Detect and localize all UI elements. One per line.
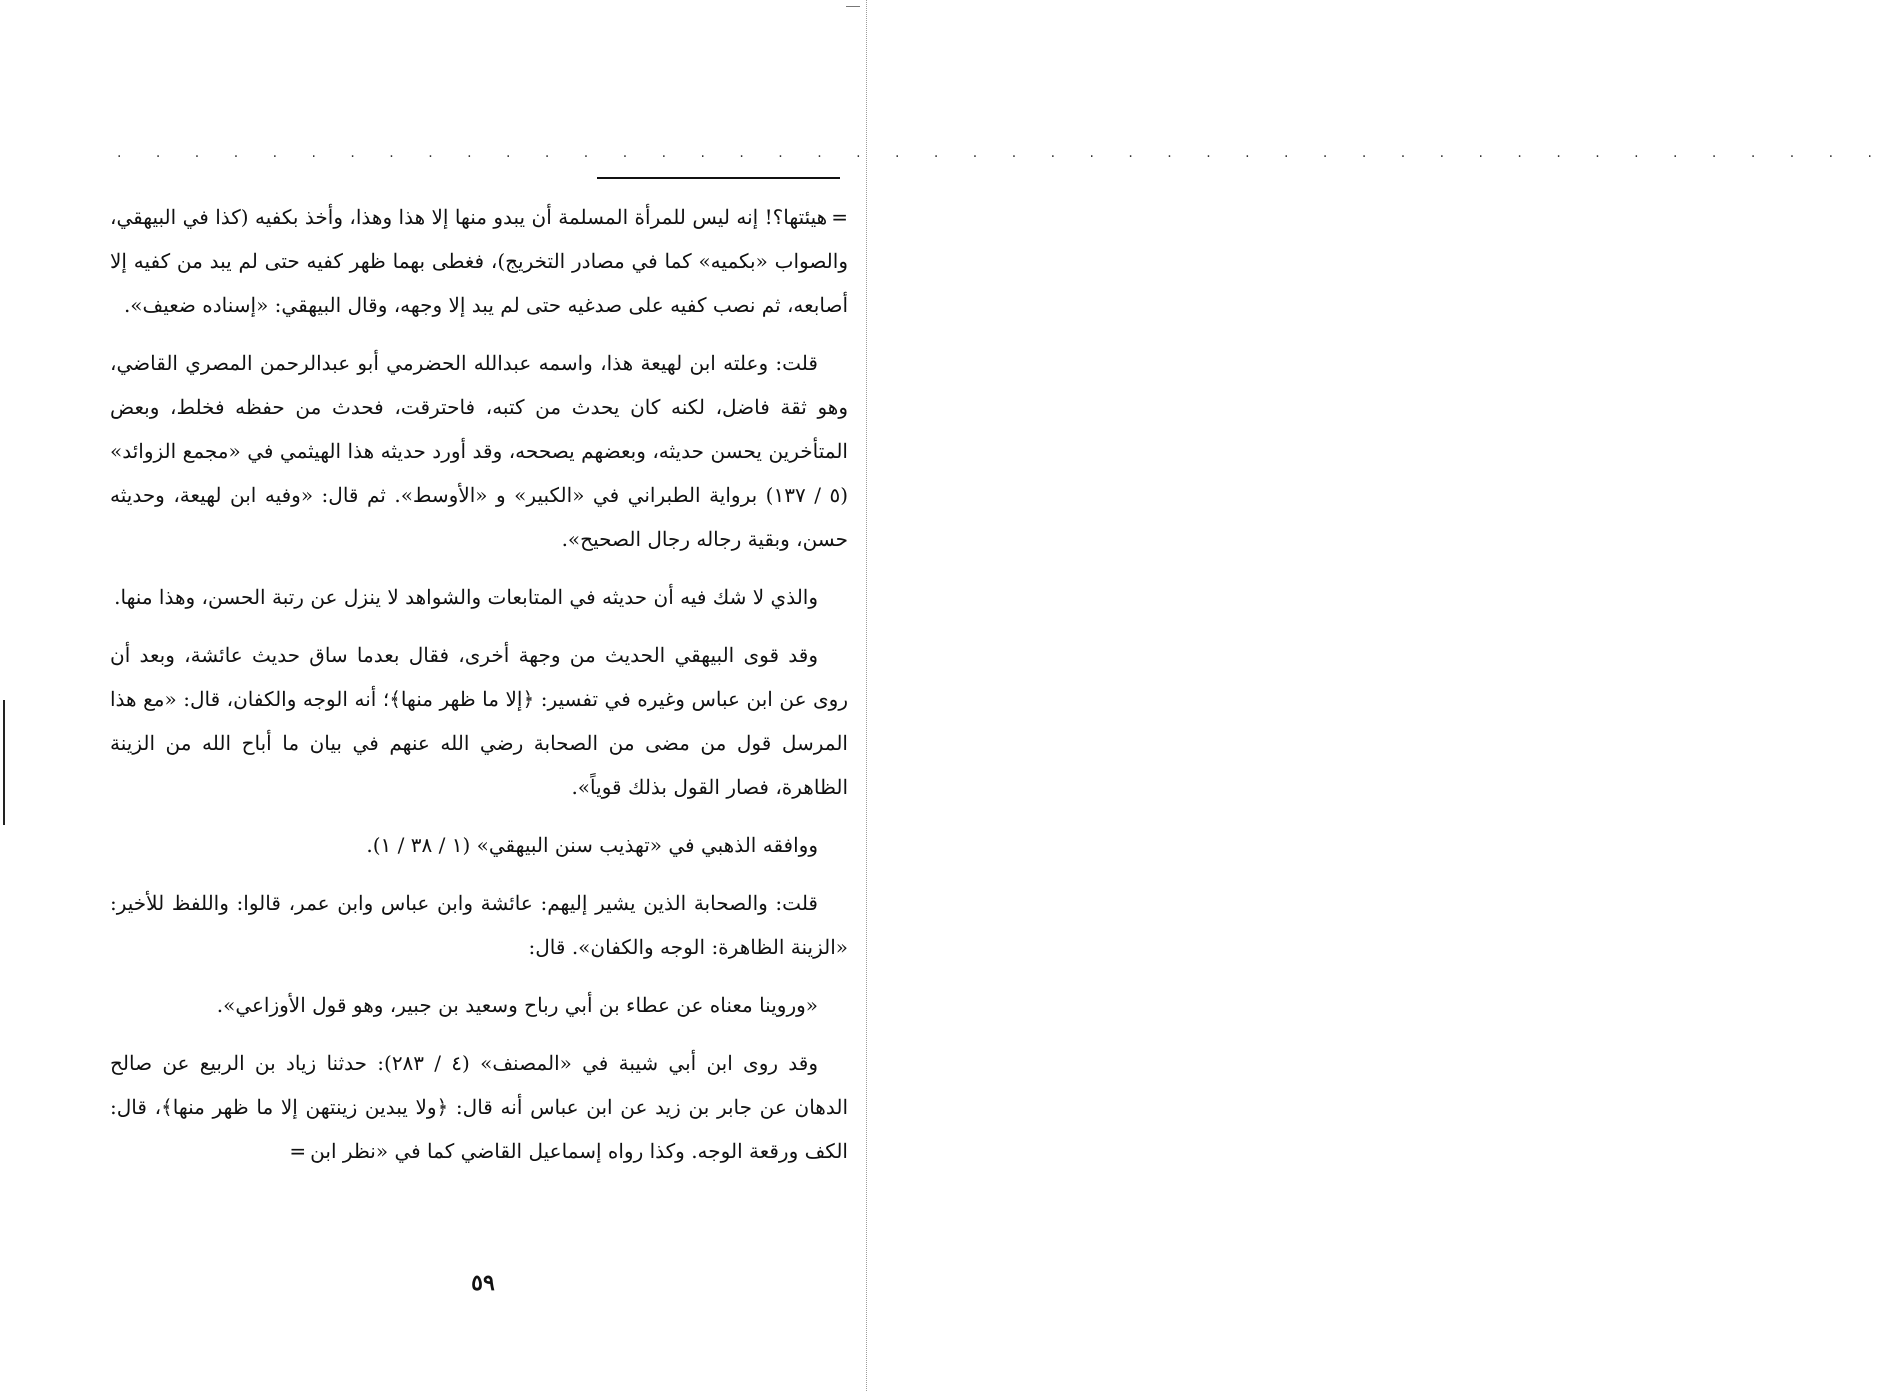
paragraph: قلت: وعلته ابن لهيعة هذا، واسمه عبدالله الحضرمي أبو عبدالرحمن المصري القاضي، وهو ثقة فاضل، لكنه كان يحدث من كتبه، فاحترقت، فحدث من حفظه فخلط، وبعض المتأخرين يحسن حديثه، وبعضهم يصححه، وقد أورد حديثه هذا الهيثمي في «مجمع الزوائد» (٥ / ١٣٧) برواية الطبراني في «الكبير» و «الأوسط». ثم قال: «وفيه ابن لهيعة، وحديثه حسن، وبقية رجاله رجال الصحيح». [110, 351, 849, 551]
paragraph: ووافقه الذهبي في «تهذيب سنن البيهقي» (١ / ٣٨ / ١). [366, 833, 818, 857]
header-dot-leader: . . . . . . . . . . . . . . . . . . . . . . . . . . . . . . . . . . . . . . . . . . . . . . [117, 145, 1887, 161]
quote-paragraph: «وروينا معناه عن عطاء بن أبي رباح وسعيد بن جبير، وهو قول الأوزاعي». [216, 993, 818, 1017]
page-body-text [110, 195, 848, 1265]
paragraph: وقد قوى البيهقي الحديث من وجهة أخرى، فقال بعدما ساق حديث عائشة، وبعد أن روى عن ابن عباس وغيره في تفسير: ﴿إلا ما ظهر منها﴾؛ أنه الوجه والكفان، قال: «مع هذا المرسل قول من مضى من الصحابة رضي الله عنهم في بيان ما أباح الله من الزينة الظاهرة، فصار القول بذلك قوياً». [110, 643, 848, 799]
paragraph: قلت: والصحابة الذين يشير إليهم: عائشة وابن عباس وابن عمر، قالوا: واللفظ للأخير: «الزينة الظاهرة: الوجه والكفان». قال: [110, 891, 848, 959]
paragraph: والذي لا شك فيه أن حديثه في المتابعات والشواهد لا ينزل عن رتبة الحسن، وهذا منها. [114, 585, 818, 609]
paragraph-text: هيئتها؟! إنه ليس للمرأة المسلمة أن يبدو منها إلا هذا وهذا، وأخذ بكفيه (كذا في البيهقي، والصواب «بكميه» كما في مصادر التخريج)، فغطى بهما ظهر كفيه حتى لم يبد من كفيه إلا أصابعه، ثم نصب كفيه على صدغيه حتى لم يبد إلا وجهه، وقال البيهقي: «إسناده ضعيف». [110, 205, 848, 317]
margin-mark [3, 700, 5, 825]
paragraph-text: وقد روى ابن أبي شيبة في «المصنف» (٤ / ٢٨٣): حدثنا زياد بن الربيع عن صالح الدهان عن جابر بن زيد عن ابن عباس أنه قال: ﴿ولا يبدين زينتهن إلا ما ظهر منها﴾، قال: الكف ورقعة الوجه. وكذا رواه إسماعيل القاضي كما في «نظر ابن [110, 1051, 849, 1163]
page-number: ٥٩ [471, 1270, 495, 1296]
continuation-mark-start: = [831, 205, 848, 229]
continuation-mark-end: = [289, 1139, 307, 1163]
paragraph-continues [110, 1041, 848, 1173]
paragraph-continued [110, 195, 848, 327]
page-edge-dotted-line [866, 0, 867, 1391]
page-edge-tick [846, 6, 860, 7]
footnote-separator-rule [597, 177, 840, 179]
